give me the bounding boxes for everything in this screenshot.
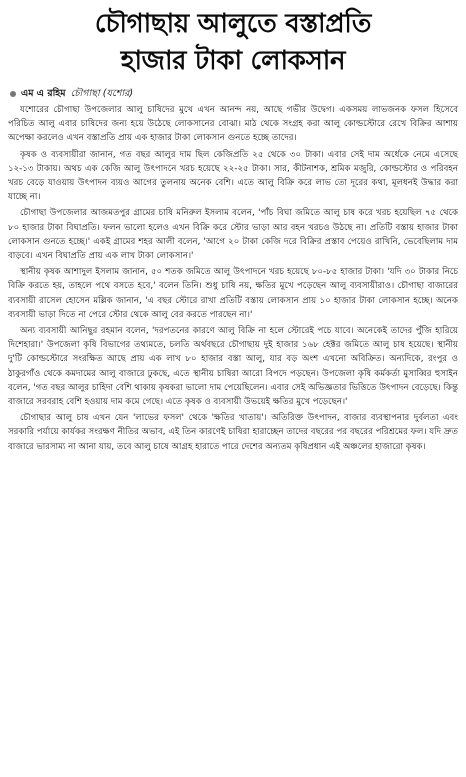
- paragraph: চৌগাছার আলু চাষ এখন যেন 'লাভের ফসল' থেকে 'ক্ষতির খাতায়'। অতিরিক্ত উৎপাদন, বাজার ব্যবস্থাপনার দুর্বলতা এবং সরকারি পর্যায়ে কার্যকর সংরক্ষণ নীতির অভাব, এই তিন কারণেই চাষিরা হারাচ্ছেন তাদের বছরের পর বছরের পরিশ্রমের ফল। যদি দ্রুত বাজারে ভারসাম্য না আনা যায়, তবে আলু চাষে আগ্রহ হারাতে পারে দেশের অন্যতম কৃষিপ্রধান এই অঞ্চলের হাজারো কৃষক।: [8, 413, 458, 452]
- headline: [8, 6, 458, 80]
- paragraph: চৌগাছা উপজেলার আজমতপুর গ্রামের চাষি মনিরুল ইসলাম বলেন, 'পাঁচ বিঘা জমিতে আলু চাষ করে খরচ হয়েছিল ৭৫ থেকে ৮০ হাজার টাকা বিঘাপ্রতি। ফলন ভালো হলেও এখন বিক্রি করে স্টোর ভাড়া আর বহন খরচও উঠছে না। প্রতিটি বস্তায় হাজার টাকা লোকসান গুনতে হচ্ছে।' একই গ্রামের শহর আলী বলেন, 'আগে ২০ টাকা কেজি দরে বিক্রির প্রস্তাব পেয়েও রাখিনি, ভেবেছিলাম দাম বাড়বে। এখন বিঘাপ্রতি প্রায় এক লাখ টাকা লোকসান।': [8, 208, 458, 262]
- headline-line-1: চৌগাছায় আলুতে বস্তাপ্রতি: [94, 9, 372, 39]
- paragraph: কৃষক ও ব্যবসায়ীরা জানান, গত বছর আলুর দাম ছিল কেজিপ্রতি ২৫ থেকে ৩০ টাকা। এবার সেই দাম অর্ধেকে নেমে এসেছে ১২-১৩ টাকায়। অথচ এক কেজি আলু উৎপাদনে খরচ হয়েছে ২২-২৫ টাকা। সার, কীটনাশক, শ্রমিক মজুরি, কোল্ডস্টোর ও পরিবহন খরচ বেড়ে যাওয়ায় উৎপাদন ব্যয়ও আগের তুলনায় অনেক বেশি। এতে আলু বিক্রি করে লাভ তো দূরের কথা, মূলধনই উদ্ধার করা যাচ্ছে না।: [8, 149, 458, 203]
- article-body: [8, 103, 458, 454]
- headline-line-2: হাজার টাকা লোকসান: [120, 46, 346, 76]
- bullet-icon: [10, 91, 16, 97]
- dateline-location: চৌগাছা (যশোর): [70, 88, 134, 99]
- paragraph: যশোরের চৌগাছা উপজেলার আলু চাষিদের মুখে এখন আনন্দ নয়, আছে গভীর উদ্বেগ। একসময় লাভজনক ফসল হিসেবে পরিচিত আলু এবার চাষিদের জন্য হয়ে উঠেছে লোকসানের বোঝা। মাঠ থেকে সংগ্রহ করা আলু কোল্ডস্টোরে রেখে বিক্রির আশায় অপেক্ষা করলেও এখন বস্তাপ্রতি প্রায় এক হাজার টাকা লোকসান গুনতে হচ্ছে তাদের।: [8, 105, 458, 144]
- author-name: এম এ রহিম: [21, 88, 66, 99]
- paragraph: অন্য ব্যবসায়ী আনিছুর রহমান বলেন, 'দরপতনের কারণে আলু বিক্রি না হলে স্টোরেই পচে যাবে। অনেকেই তাদের পুঁজি হারিয়ে দিশেহারা।' উপজেলা কৃষি বিভাগের তথ্যমতে, চলতি অর্থবছরে চৌগাছায় দুই হাজার ১৬৮ হেক্টর জমিতে আলু চাষ হয়েছে। স্থানীয় দু'টি কোল্ডস্টোরে সংরক্ষিত আছে প্রায় এক লাখ ৮০ হাজার বস্তা আলু, যার বড় অংশ এখনো অবিক্রিত। অন্যদিকে, রংপুর ও ঠাকুরগাঁও থেকে কমদামের আলু বাজারে ঢুকছে, এতে স্থানীয় চাষিরা আরো বিপদে পড়ছেন। উপজেলা কৃষি কর্মকর্তা মুসাব্বির হুসাইন বলেন, 'গত বছর আলুর চাহিদা বেশি থাকায় কৃষকরা ভালো দাম পেয়েছিলেন। এবার সেই অভিজ্ঞতার ভিত্তিতে উৎপাদন বেড়েছে। কিন্তু বাজারে সরবরাহ বেশি হওয়ায় দাম কমে গেছে। এতে কৃষক ও ব্যবসায়ী উভয়েই ক্ষতির মুখে পড়েছেন।': [8, 326, 458, 408]
- paragraph: স্থানীয় কৃষক আশাদুল ইসলাম জানান, ৫০ শতক জমিতে আলু উৎপাদনে খরচ হয়েছে ৮০-৮৫ হাজার টাকা। 'যদি ৩০ টাকার নিচে বিক্রি করতে হয়, তাহলে পথে বসতে হবে,' বলেন তিনি। শুধু চাষি নয়, ক্ষতির মুখে পড়েছেন আলু ব্যবসায়ীরাও। চৌগাছা বাজারের ব্যবসায়ী রাসেল হোসেন মল্লিক জানান, 'এ বছর স্টোরে রাখা প্রতিটি বস্তায় লোকসান প্রায় ১০ হাজার টাকা লোকসান হচ্ছে। অনেক ব্যবসায়ী ভাড়া দিতে না পেরে স্টোর থেকে আলু বের করতে পারছেন না।': [8, 267, 458, 320]
- byline: [10, 87, 458, 100]
